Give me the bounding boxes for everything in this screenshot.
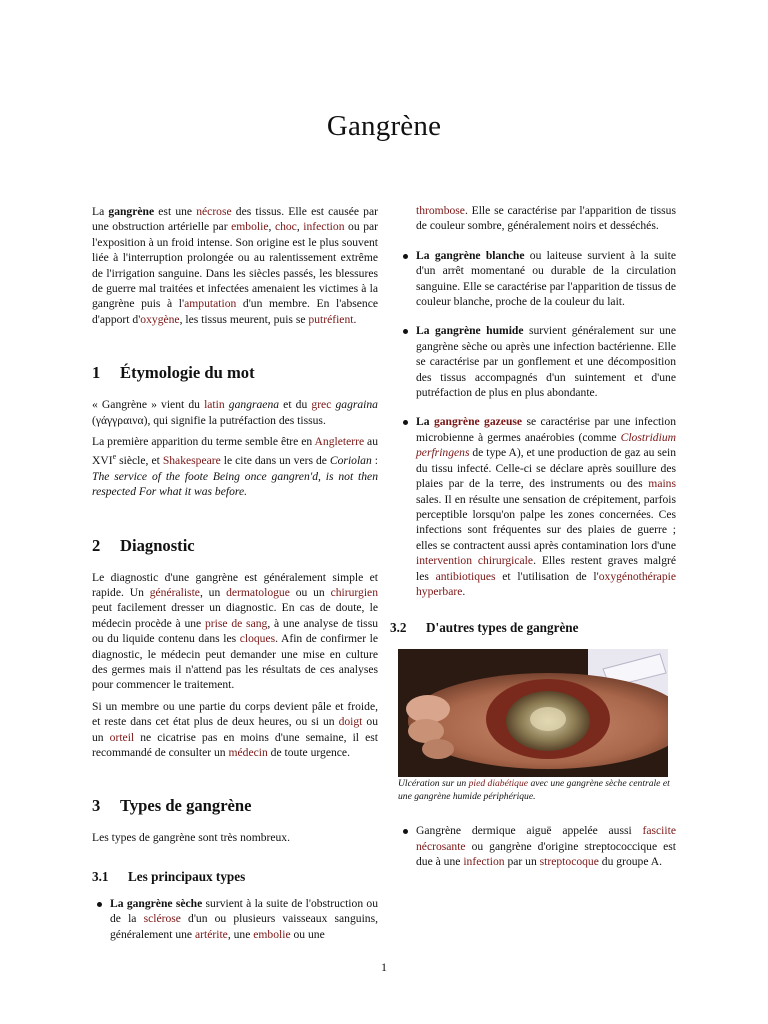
principaux-types-list-continued bbox=[398, 248, 676, 600]
link-embolie-2[interactable]: embolie bbox=[253, 927, 291, 941]
diabetic-foot-photo bbox=[398, 649, 668, 777]
link-choc[interactable]: choc bbox=[274, 220, 297, 234]
foot-ulcer-image bbox=[398, 649, 668, 777]
page-number: 1 bbox=[381, 960, 387, 974]
section-heading-diagnostic: 2 Diagnostic bbox=[92, 535, 195, 555]
link-latin[interactable]: latin bbox=[204, 398, 225, 412]
link-cloques[interactable]: cloques bbox=[239, 632, 276, 646]
link-generaliste[interactable]: généraliste bbox=[149, 585, 200, 599]
link-embolie[interactable]: embolie bbox=[231, 220, 269, 234]
link-medecin[interactable]: médecin bbox=[228, 746, 268, 760]
link-prise-de-sang[interactable]: prise de sang bbox=[205, 616, 268, 630]
diagnostic-paragraph-1: Le diagnostic d'une gangrène est généralement simple et rapide. Un généraliste, un dermatologue ou un chirurgien peut facilement dresser un diagnostic. En cas de doute, le médecin procède à une prise de sang, à une analyse de tissu ou du liquide contenu dans les cloques. Afin de confirmer le diagnostic, le médecin peut demander une mise en culture des germes mais il n'attend pas les résultats de ces analyses pour commencer le traitement. bbox=[92, 570, 378, 692]
link-chirurgien[interactable]: chirurgien bbox=[330, 585, 378, 599]
link-shakespeare[interactable]: Shakespeare bbox=[162, 454, 221, 468]
link-orteil[interactable]: orteil bbox=[109, 730, 135, 744]
link-oxygenotherapie[interactable]: oxygénothérapie hyperbare bbox=[416, 569, 676, 598]
photo-caption: Ulcération sur un pied diabétique avec une gangrène sèche centrale et une gangrène humide périphérique. bbox=[398, 778, 670, 803]
subsection-heading-autres: 3.2 D'autres types de gangrène bbox=[390, 620, 579, 636]
etymologie-paragraph-1: « Gangrène » vient du latin gangraena et du grec gagraina (γάγγραινα), qui signifie la putréfaction des tissus. bbox=[92, 398, 378, 427]
link-doigt[interactable]: doigt bbox=[338, 715, 363, 729]
link-putrefient[interactable]: putréfient bbox=[308, 312, 354, 326]
types-paragraph: Les types de gangrène sont très nombreux. bbox=[92, 831, 291, 845]
list-item-gangrene-seche: La gangrène sèche survient à la suite de l'obstruction ou de la sclérose d'un ou plusieurs vaisseaux sanguins, généralement une artérite, une embolie ou une bbox=[92, 896, 378, 942]
link-streptocoque[interactable]: streptocoque bbox=[539, 855, 599, 869]
link-amputation[interactable]: amputation bbox=[184, 297, 237, 311]
link-oxygene[interactable]: oxygène bbox=[140, 312, 180, 326]
link-grec[interactable]: grec bbox=[311, 398, 332, 412]
link-clostridium[interactable]: Clostridium perfringens bbox=[416, 430, 676, 460]
list-item-gangrene-gazeuse: La gangrène gazeuse se caractérise par une infection microbienne à germes anaérobies (comme Clostridium perfringens de type A), et une production de gaz au sein du tissu infecté. Celle-ci se déclare après souillure des plaies par de la terre, des instruments ou des mains sales. Il en résulte une sensation de crépitement, parfois perceptible lorsqu'on palpe les zones concernées. Ces infections sont fréquentes sur des plaies de guerre ; elles se contractent aussi après contamination lors d'une intervention chirurgicale. Elles restent graves malgré les antibiotiques et l'utilisation de l'oxygénothérapie hyperbare. bbox=[398, 414, 676, 599]
link-antibiotiques[interactable]: antibiotiques bbox=[435, 569, 496, 583]
link-angleterre[interactable]: Angleterre bbox=[314, 435, 365, 449]
link-infection[interactable]: infection bbox=[303, 220, 345, 234]
list-item-gangrene-blanche: La gangrène blanche ou laiteuse survient à la suite d'un arrêt momentané ou durable de la circulation sanguine. Elle se caractérise par l'apparition de tissus de couleur blanche, proche de la couleur du lait. bbox=[398, 248, 676, 310]
link-mains[interactable]: mains bbox=[648, 477, 676, 491]
section-heading-types: 3 Types de gangrène bbox=[92, 796, 252, 816]
list-item-gangrene-seche-tail: ou une bbox=[290, 927, 325, 941]
intro-paragraph: La gangrène est une nécrose des tissus. Elle est causée par une obstruction artérielle par embolie, choc, infection ou par l'exposition à un froid intense. Son origine est le plus souvent liée à l'interruption prolongée ou au ralentissement extrême de l'irrigation sanguine. Dans les siècles passés, les blessures de guerre mal traitées et infectées amenaient les victimes à la gangrène puis à l'amputation d'un membre. En l'absence d'apport d'oxygène, les tissus meurent, puis se putréfient. bbox=[92, 205, 379, 326]
page-title: Gangrène bbox=[326, 110, 442, 142]
link-fasciite-necrosante[interactable]: fasciite nécrosante bbox=[416, 824, 676, 853]
subsection-heading-principaux: 3.1 Les principaux types bbox=[92, 868, 246, 884]
left-column bbox=[92, 204, 378, 942]
diagnostic-paragraph-2: Si un membre ou une partie du corps devient pâle et froide, et reste dans cet état plus de deux heures, ou si un doigt ou un orteil ne cicatrise pas en moins d'une semaine, il est recommandé de consulter un médecin de toute urgence. bbox=[92, 699, 378, 760]
list-item-gangrene-dermique: Gangrène dermique aiguë appelée aussi fasciite nécrosante ou gangrène d'origine streptococcique est due à une infection par un streptocoque du groupe A. bbox=[398, 823, 676, 869]
link-sclerose[interactable]: sclérose bbox=[143, 912, 181, 926]
link-intervention-chirurgicale[interactable]: intervention chirurgicale bbox=[416, 554, 534, 568]
link-thrombose[interactable]: thrombose bbox=[416, 204, 465, 217]
etymologie-paragraph-2: La première apparition du terme semble être en Angleterre au XVIe siècle, et Shakespeare le cite dans un vers de Coriolan : The service of the foote Being once gangren'd, is not then respected For what it was before. bbox=[92, 435, 379, 499]
link-dermatologue[interactable]: dermatologue bbox=[226, 585, 290, 599]
link-pied-diabetique[interactable]: pied diabétique bbox=[468, 778, 529, 790]
right-column bbox=[390, 203, 677, 870]
link-arterite[interactable]: artérite bbox=[194, 927, 228, 941]
list-item-gangrene-humide: La gangrène humide survient généralement sur une gangrène sèche ou après une infection bactérienne. Elle se caractérise par un gonflement et une décomposition des tissus accompagnés d'un suintement et d'une putréfaction de plus en plus abondante. bbox=[398, 323, 676, 400]
principaux-types-list bbox=[92, 896, 378, 942]
section-heading-etymologie: 1 Étymologie du mot bbox=[92, 363, 255, 383]
list-item-gangrene-seche-continued: thrombose. Elle se caractérise par l'apparition de tissus de couleur sombre, généralement noirs et desséchés. bbox=[416, 204, 676, 233]
autres-types-list bbox=[398, 823, 676, 869]
link-necrose[interactable]: nécrose bbox=[196, 205, 232, 218]
link-infection-2[interactable]: infection bbox=[463, 855, 505, 869]
link-gangrene-gazeuse[interactable]: gangrène gazeuse bbox=[433, 415, 523, 429]
